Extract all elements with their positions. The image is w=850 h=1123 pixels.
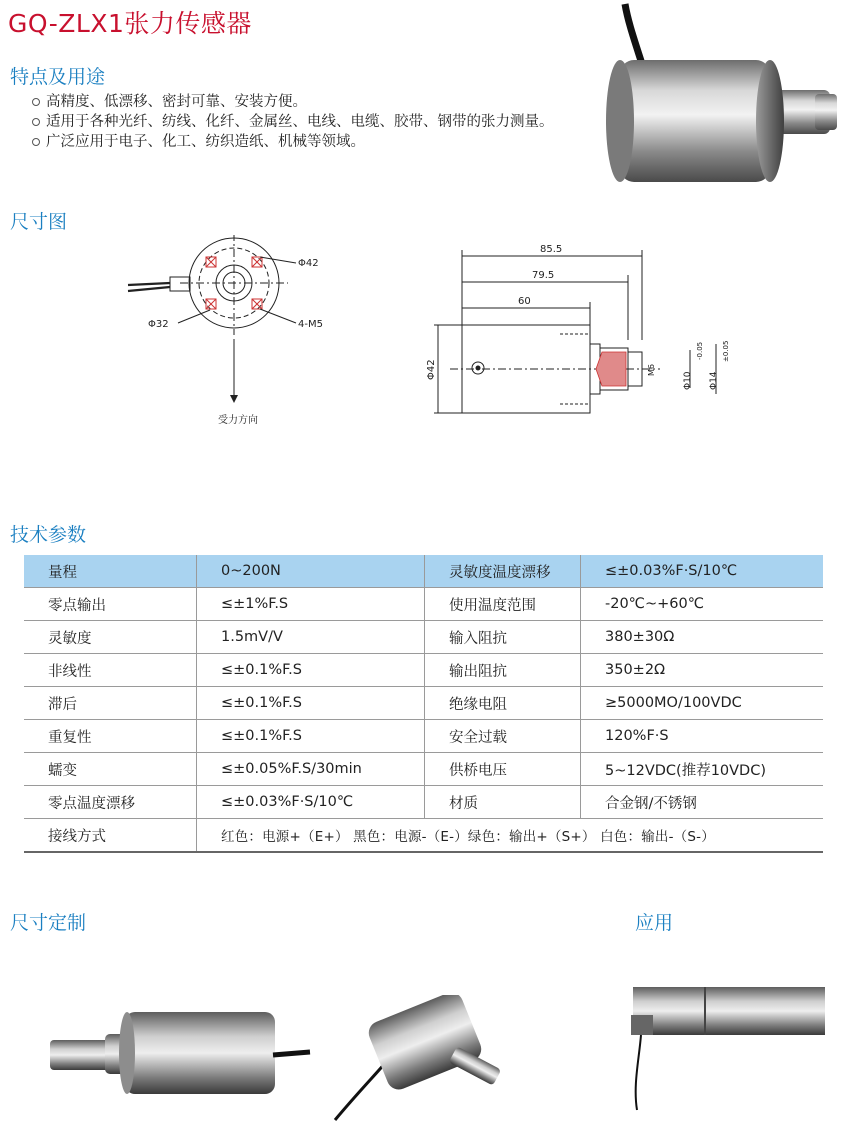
spec-value: ≥5000MO/100VDC — [581, 687, 824, 720]
spec-row — [24, 687, 823, 720]
spec-value: ≤±0.1%F.S — [197, 654, 425, 687]
front-outer-dia: Φ42 — [298, 258, 319, 269]
dim-body-dia: Φ42 — [426, 359, 437, 380]
feature-item: 适用于各种光纤、纺线、化纤、金属丝、电线、电缆、胶带、钢带的张力测量。 — [32, 112, 566, 132]
spec-row — [24, 786, 823, 819]
spec-label: 供桥电压 — [425, 753, 581, 786]
product-photo — [590, 2, 850, 187]
spec-label: 非线性 — [24, 654, 197, 687]
custom-photo-2 — [330, 995, 520, 1123]
spec-label: 灵敏度 — [24, 621, 197, 654]
dim-shaft-dia1-tol: -0.05 — [696, 341, 704, 360]
front-inner-dia: Φ32 — [148, 319, 169, 330]
wiring-row — [24, 819, 823, 853]
spec-value: ≤±1%F.S — [197, 588, 425, 621]
spec-label: 输入阻抗 — [425, 621, 581, 654]
spec-row — [24, 753, 823, 786]
features-list — [32, 92, 572, 152]
spec-value: 120%F·S — [581, 720, 824, 753]
custom-heading: 尺寸定制 — [10, 912, 87, 934]
spec-row — [24, 588, 823, 621]
force-direction-label: 受力方向 — [218, 415, 258, 426]
spec-value: 合金钢/不锈钢 — [581, 786, 824, 819]
wiring-label: 接线方式 — [24, 819, 197, 853]
spec-label: 输出阻抗 — [425, 654, 581, 687]
spec-label: 重复性 — [24, 720, 197, 753]
dim-shaft-dia2: Φ14 — [709, 371, 719, 390]
spec-value: ≤±0.03%F·S/10℃ — [197, 786, 425, 819]
spec-label: 使用温度范围 — [425, 588, 581, 621]
dim-mid-length: 79.5 — [532, 270, 555, 281]
spec-value: ≤±0.1%F.S — [197, 687, 425, 720]
front-holes: 4-M5 — [298, 319, 323, 330]
side-view-drawing — [420, 240, 740, 420]
spec-label: 材质 — [425, 786, 581, 819]
features-heading: 特点及用途 — [10, 66, 106, 88]
custom-photo-1 — [45, 1000, 315, 1100]
spec-label: 安全过载 — [425, 720, 581, 753]
dim-shaft-dia1: Φ10 — [683, 371, 693, 390]
spec-row — [24, 621, 823, 654]
spec-label: 绝缘电阻 — [425, 687, 581, 720]
spec-label: 量程 — [24, 555, 197, 588]
spec-value: ≤±0.05%F.S/30min — [197, 753, 425, 786]
front-view-drawing — [120, 235, 350, 435]
dimensions-heading: 尺寸图 — [10, 211, 68, 233]
dim-body-length: 60 — [518, 296, 531, 307]
spec-value: 1.5mV/V — [197, 621, 425, 654]
application-photo — [625, 965, 830, 1113]
feature-item: 广泛应用于电子、化工、纺织造纸、机械等领域。 — [32, 132, 572, 152]
spec-value: 380±30Ω — [581, 621, 824, 654]
page-title: GQ-ZLX1张力传感器 — [8, 9, 252, 38]
spec-value: 350±2Ω — [581, 654, 824, 687]
spec-value: -20℃~+60℃ — [581, 588, 824, 621]
wiring-value: 红色：电源+（E+） 黑色：电源-（E-）绿色：输出+（S+） 白色：输出-（S-） — [197, 819, 824, 853]
spec-row — [24, 654, 823, 687]
dim-thread: M6 — [647, 364, 656, 376]
spec-label: 蠕变 — [24, 753, 197, 786]
application-heading: 应用 — [635, 912, 674, 934]
spec-value: ≤±0.1%F.S — [197, 720, 425, 753]
spec-label: 零点温度漂移 — [24, 786, 197, 819]
spec-label: 灵敏度温度漂移 — [425, 555, 581, 588]
dim-total-length: 85.5 — [540, 244, 563, 255]
spec-row — [24, 555, 823, 588]
spec-label: 零点输出 — [24, 588, 197, 621]
spec-table — [24, 555, 823, 853]
spec-row — [24, 720, 823, 753]
feature-item: 高精度、低漂移、密封可靠、安装方便。 — [32, 92, 572, 112]
spec-value: 0~200N — [197, 555, 425, 588]
spec-label: 滞后 — [24, 687, 197, 720]
spec-value: 5~12VDC(推荐10VDC) — [581, 753, 824, 786]
dim-shaft-dia2-tol: ±0.05 — [722, 340, 730, 362]
spec-value: ≤±0.03%F·S/10℃ — [581, 555, 824, 588]
specs-heading: 技术参数 — [10, 524, 87, 546]
